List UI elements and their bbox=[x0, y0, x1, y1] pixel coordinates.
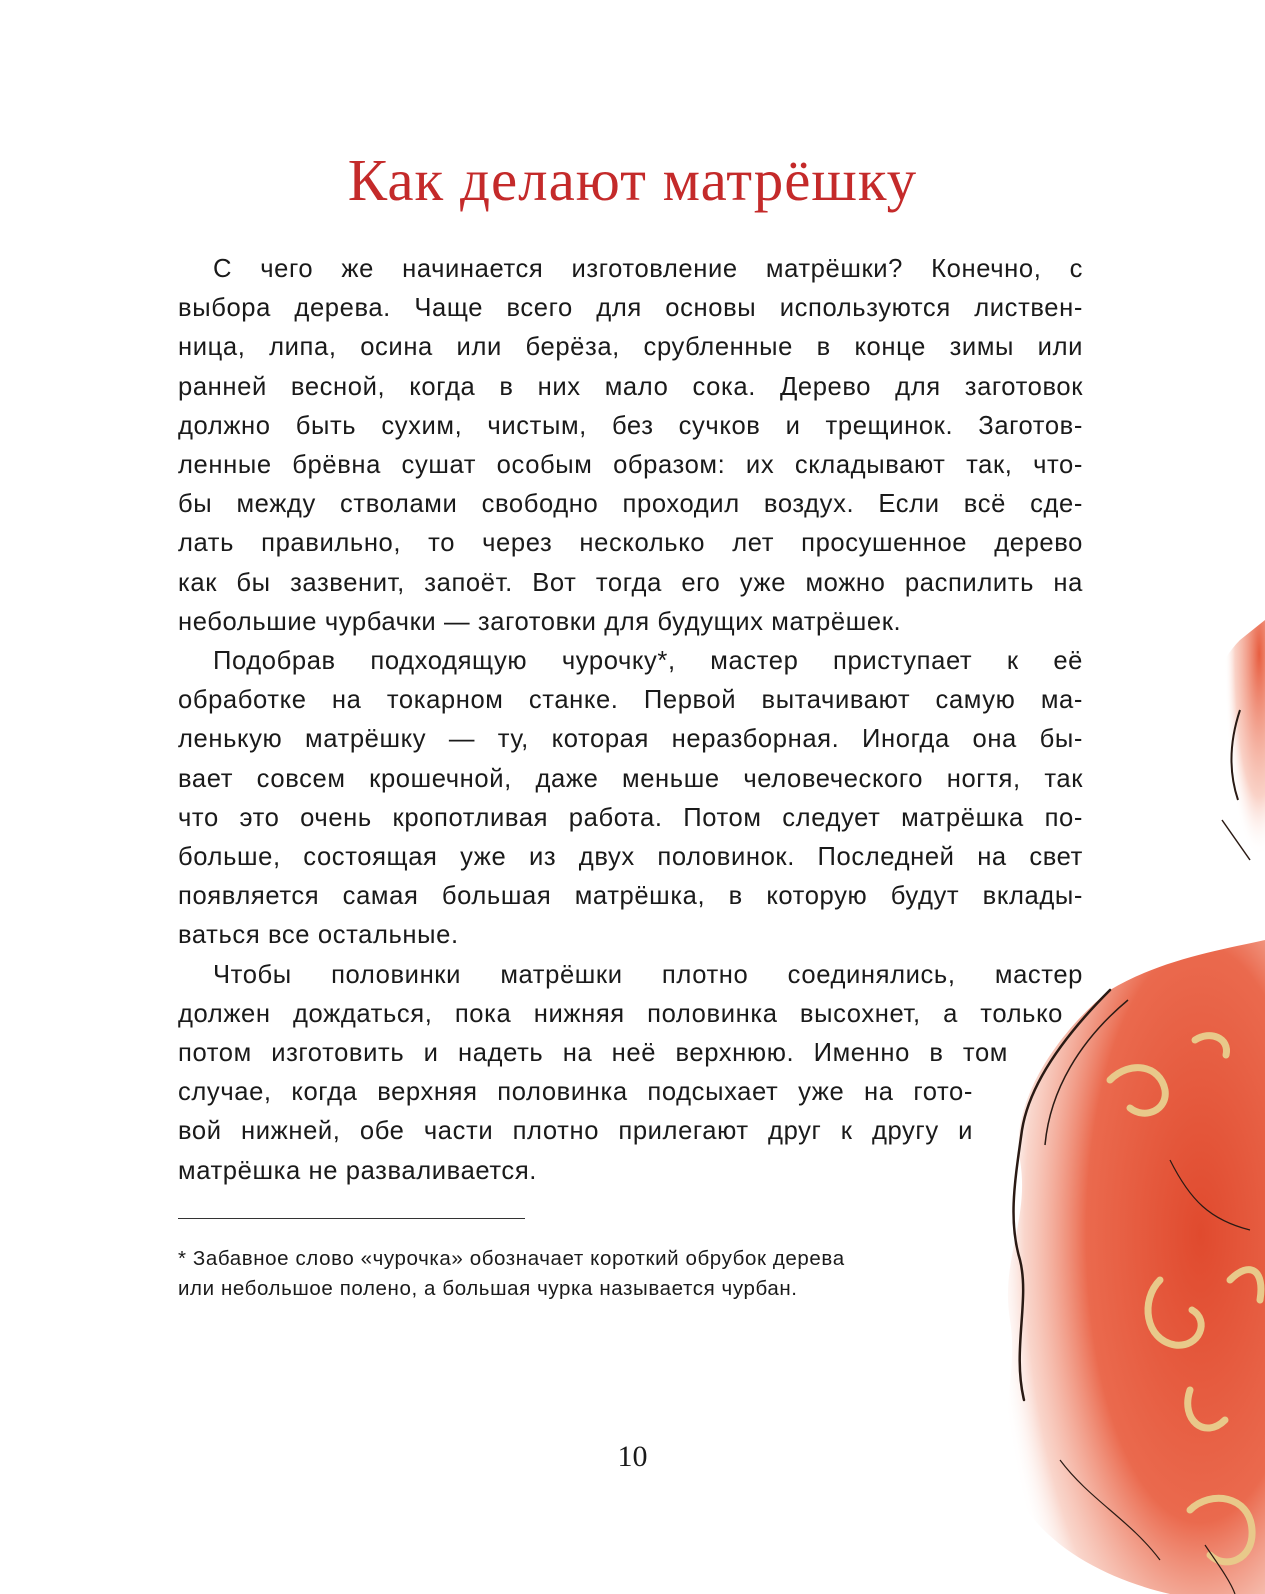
paragraph-2 bbox=[178, 642, 1083, 956]
text-line: ница, липа, осина или берёза, срубленные в конце зимы или bbox=[178, 333, 1083, 362]
text-line: должен дождаться, пока нижняя половинка высохнет, а только bbox=[178, 999, 1063, 1028]
text-line: потом изготовить и надеть на неё верхнюю. Именно в том bbox=[178, 1039, 1008, 1068]
text-line: ваться все остальные. bbox=[178, 921, 459, 950]
text-line: должно быть сухим, чистым, без сучков и трещинок. Заготов- bbox=[178, 411, 1083, 440]
text-line: ленькую матрёшку — ту, которая неразборная. Иногда она бы- bbox=[178, 725, 1083, 754]
text-line: вает совсем крошечной, даже меньше человеческого ногтя, так bbox=[178, 764, 1083, 793]
text-line: небольшие чурбачки — заготовки для будущих матрёшек. bbox=[178, 607, 902, 636]
body-text bbox=[178, 250, 1083, 1191]
text-line: матрёшка не разваливается. bbox=[178, 1156, 537, 1185]
text-line: что это очень кропотливая работа. Потом следует матрёшка по- bbox=[178, 803, 1083, 832]
text-line: случае, когда верхняя половинка подсыхает уже на гото- bbox=[178, 1078, 973, 1107]
text-line: обработке на токарном станке. Первой вытачивают самую ма- bbox=[178, 686, 1083, 715]
text-line: Чтобы половинки матрёшки плотно соединялись, мастер bbox=[213, 960, 1083, 989]
footnote-divider bbox=[178, 1218, 525, 1219]
text-line: С чего же начинается изготовление матрёшки? Конечно, с bbox=[213, 255, 1083, 283]
text-line: ранней весной, когда в них мало сока. Дерево для заготовок bbox=[178, 372, 1083, 401]
footnote bbox=[178, 1244, 958, 1304]
page-number: 10 bbox=[617, 1440, 648, 1473]
text-line: Подобрав подходящую чурочку*, мастер приступает к её bbox=[213, 647, 1083, 676]
matryoshka-illustration bbox=[960, 560, 1265, 1594]
text-line: бы между стволами свободно проходил воздух. Если всё сде- bbox=[178, 490, 1083, 519]
text-line: появляется самая большая матрёшка, в которую будут вклады- bbox=[178, 882, 1083, 911]
paragraph-1 bbox=[178, 250, 1083, 642]
page-title: Как делают матрёшку bbox=[347, 147, 918, 213]
paragraph-3 bbox=[178, 956, 1083, 1191]
footnote-line: * Забавное слово «чурочка» обозначает короткий обрубок дерева bbox=[178, 1247, 845, 1270]
footnote-line: или небольшое полено, а большая чурка называется чурбан. bbox=[178, 1277, 798, 1300]
text-line: ленные брёвна сушат особым образом: их складывают так, что- bbox=[178, 451, 1083, 480]
text-line: больше, состоящая уже из двух половинок. Последней на свет bbox=[178, 843, 1083, 872]
text-line: вой нижней, обе части плотно прилегают друг к другу и bbox=[178, 1117, 973, 1146]
text-line: лать правильно, то через несколько лет просушенное дерево bbox=[178, 529, 1083, 558]
text-line: выбора дерева. Чаще всего для основы используются листвен- bbox=[178, 294, 1083, 323]
text-line: как бы зазвенит, запоёт. Вот тогда его уже можно распилить на bbox=[178, 568, 1083, 597]
